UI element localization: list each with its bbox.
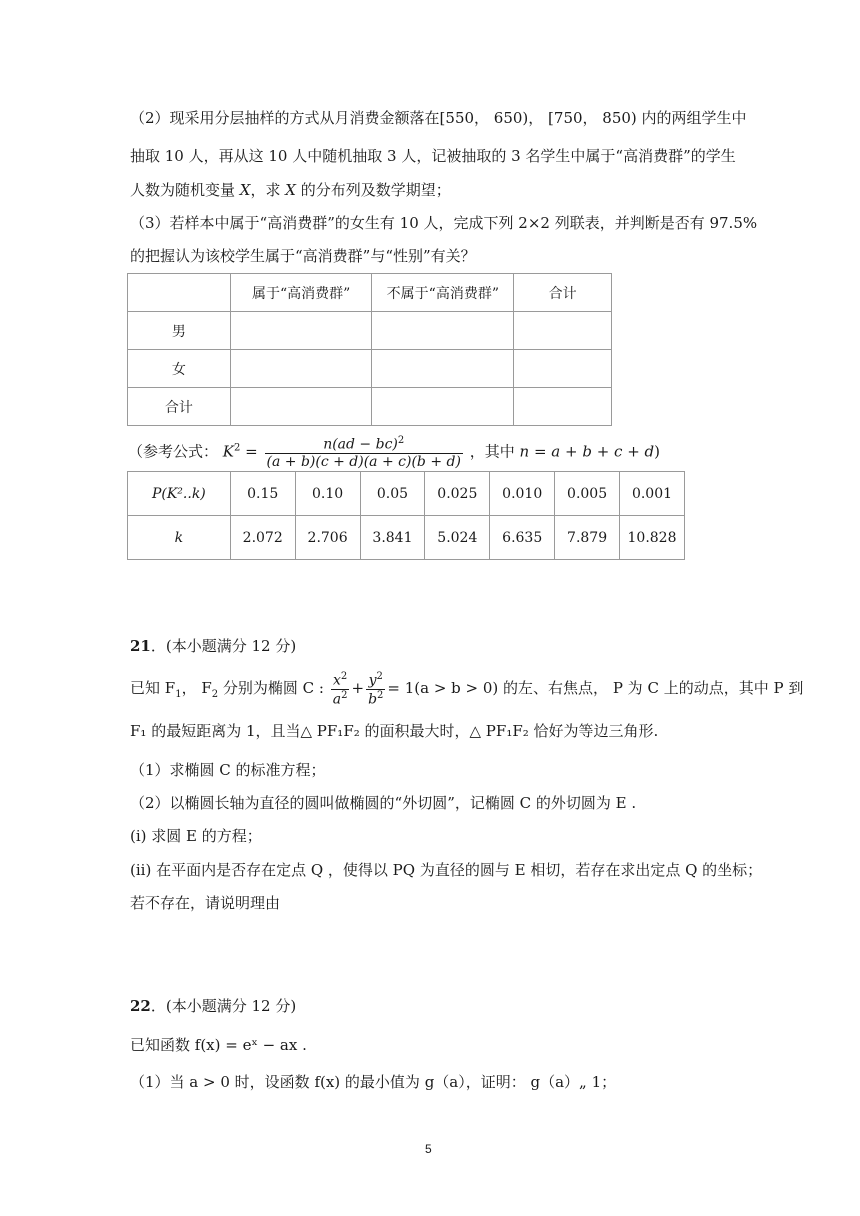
q21-sub2: （2）以椭圆长轴为直径的圆叫做椭圆的“外切圆”，记椭圆 C 的外切圆为 E .: [130, 794, 637, 812]
q21-line2: F₁ 的最短距离为 1，且当△ PF₁F₂ 的面积最大时，△ PF₁F₂ 恰好为等边三角形.: [130, 722, 659, 740]
q20-part3-line1: （3）若样本中属于“高消费群”的女生有 10 人，完成下列 2×2 列联表，并判断是否有 97.5%: [130, 214, 758, 232]
table-cell: 0.15: [230, 472, 295, 516]
formula-fraction: $\frac{n(ad - bc)^2}{(a + b)(c + d)(a + c)(b + d)}$: [266, 435, 461, 470]
reference-formula: （参考公式： $K^2$ = $\frac{n(ad - bc)^2}{(a + b)(c + d)(a + c)(b + d)}$ ，其中 n = a + b + c + d): [128, 435, 661, 470]
table-cell: 0.001: [620, 472, 685, 516]
row-label: 合计: [128, 388, 231, 426]
critical-value-table: [127, 471, 685, 560]
table-row: [128, 388, 612, 426]
table-row: [128, 472, 685, 516]
table-cell: [230, 388, 372, 426]
table-cell: [372, 350, 514, 388]
q21-header: 21．(本小题满分 12 分): [130, 637, 297, 655]
page-number: 5: [425, 1142, 432, 1156]
row-label: k: [128, 516, 231, 560]
table-cell: 0.05: [360, 472, 425, 516]
row-label: P(K²..k): [128, 472, 231, 516]
q21-sub2-i: (i) 求圆 E 的方程；: [130, 827, 262, 845]
table-cell: 7.879: [555, 516, 620, 560]
q21-sub2-ii-line2: 若不存在，请说明理由: [130, 894, 281, 912]
table-cell: [514, 388, 612, 426]
q22-header: 22．(本小题满分 12 分): [130, 997, 297, 1015]
q21-line1: 已知 $F_1$， $F_2$ 分别为椭圆 C : $\frac{x^2}{a^2}$ + $\frac{y^2}{b^2}$ = 1(a > b > 0) 的左、右焦点， P 为 C 上的动点，其中 P 到: [130, 671, 804, 708]
table-cell: 0.010: [490, 472, 555, 516]
table-cell: 0.10: [295, 472, 360, 516]
q22-sub1: （1）当 a > 0 时，设函数 f(x) 的最小值为 g（a），证明： g（a）„ 1；: [130, 1073, 617, 1091]
table-header-cell: 不属于“高消费群”: [372, 274, 514, 312]
table-cell: 2.072: [230, 516, 295, 560]
table-cell: [372, 388, 514, 426]
q21-sub2-ii-line1: (ii) 在平面内是否存在定点 Q ，使得以 PQ 为直径的圆与 E 相切，若存在求出定点 Q 的坐标；: [130, 861, 763, 879]
table-header-cell: [128, 274, 231, 312]
table-header-cell: 合计: [514, 274, 612, 312]
table-row: [128, 312, 612, 350]
ellipse-y-fraction: $\frac{y^2}{b^2}$: [368, 671, 384, 708]
row-label: 男: [128, 312, 231, 350]
table-cell: 10.828: [620, 516, 685, 560]
table-cell: 6.635: [490, 516, 555, 560]
table-cell: 2.706: [295, 516, 360, 560]
table-header-row: [128, 274, 612, 312]
table-row: [128, 350, 612, 388]
table-cell: 5.024: [425, 516, 490, 560]
contingency-table: [127, 273, 612, 426]
q20-part2-line1: （2）现采用分层抽样的方式从月消费金额落在[550， 650)， [750， 850) 内的两组学生中: [130, 109, 747, 127]
table-cell: 0.005: [555, 472, 620, 516]
q20-part2-line2: 抽取 10 人，再从这 10 人中随机抽取 3 人，记被抽取的 3 名学生中属于“高消费群”的学生: [130, 147, 736, 165]
table-cell: 0.025: [425, 472, 490, 516]
table-cell: [514, 312, 612, 350]
table-header-cell: 属于“高消费群”: [230, 274, 372, 312]
ellipse-x-fraction: $\frac{x^2}{a^2}$: [332, 671, 348, 708]
q20-part2-line3: 人数为随机变量 X，求 X 的分布列及数学期望；: [130, 181, 451, 199]
table-cell: [230, 312, 372, 350]
q21-sub1: （1）求椭圆 C 的标准方程；: [130, 761, 326, 779]
table-cell: [230, 350, 372, 388]
table-cell: [514, 350, 612, 388]
row-label: 女: [128, 350, 231, 388]
table-row: [128, 516, 685, 560]
table-cell: 3.841: [360, 516, 425, 560]
q22-line1: 已知函数 f(x) = eˣ − ax .: [130, 1036, 307, 1054]
q20-part3-line2: 的把握认为该校学生属于“高消费群”与“性别”有关？: [130, 247, 476, 265]
table-cell: [372, 312, 514, 350]
